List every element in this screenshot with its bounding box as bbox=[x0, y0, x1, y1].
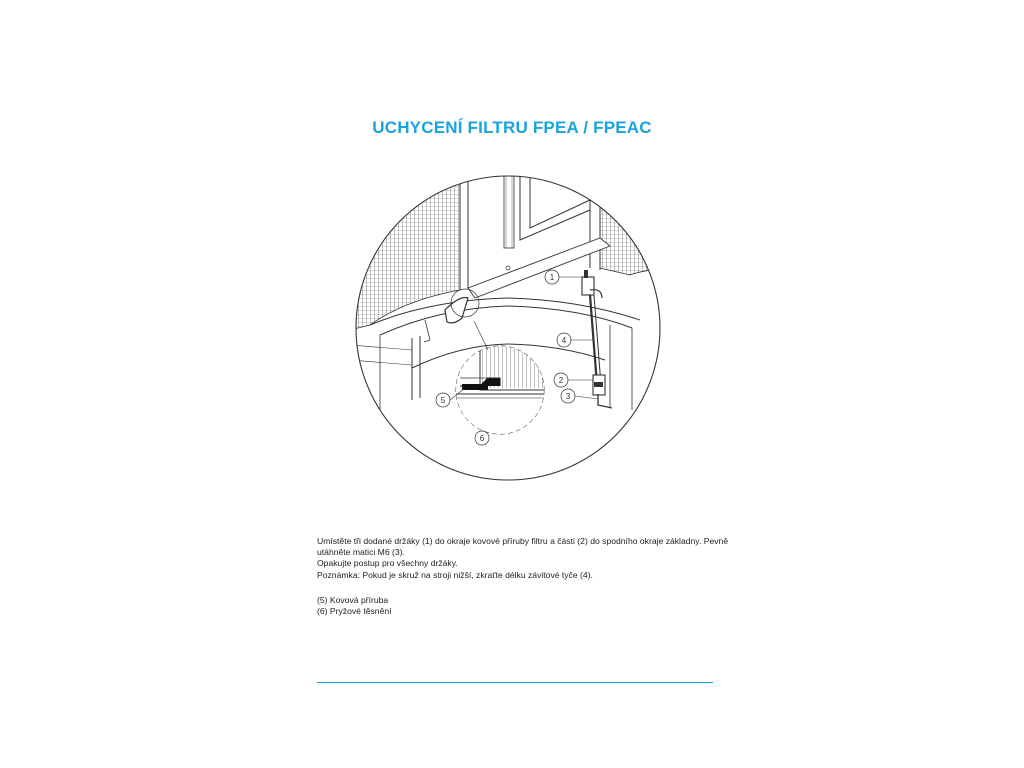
svg-text:6: 6 bbox=[479, 434, 485, 443]
svg-text:4: 4 bbox=[561, 336, 567, 345]
instruction-line: Opakujte postup pro všechny držáky. bbox=[317, 558, 458, 569]
instructions-block bbox=[317, 536, 737, 581]
svg-text:5: 5 bbox=[440, 396, 446, 405]
legend-item: (6) Pryžové těsnění bbox=[317, 606, 392, 617]
instruction-line: Poznámka: Pokud je skruž na stroji nižší, zkraťte délku závitové tyče (4). bbox=[317, 569, 593, 580]
page-title: UCHYCENÍ FILTRU FPEA / FPEAC bbox=[372, 118, 652, 137]
detail-view bbox=[456, 346, 544, 434]
svg-text:3: 3 bbox=[565, 392, 571, 401]
instruction-line: Umístěte tři dodané držáky (1) do okraje kovové příruby filtru a části (2) do spodního okraje základny. Pevně bbox=[317, 536, 729, 546]
parts-legend bbox=[317, 595, 517, 617]
legend-item: (5) Kovová příruba bbox=[317, 595, 389, 605]
callout-6 bbox=[475, 431, 489, 445]
instruction-line: utáhněte matici M6 (3). bbox=[317, 547, 405, 558]
footer-divider bbox=[317, 682, 713, 683]
filter-mounting-diagram bbox=[350, 150, 670, 490]
callout-1 bbox=[545, 270, 582, 284]
svg-text:1: 1 bbox=[549, 273, 555, 282]
callout-2 bbox=[554, 373, 593, 387]
svg-text:2: 2 bbox=[558, 376, 564, 385]
callout-4 bbox=[557, 333, 594, 347]
